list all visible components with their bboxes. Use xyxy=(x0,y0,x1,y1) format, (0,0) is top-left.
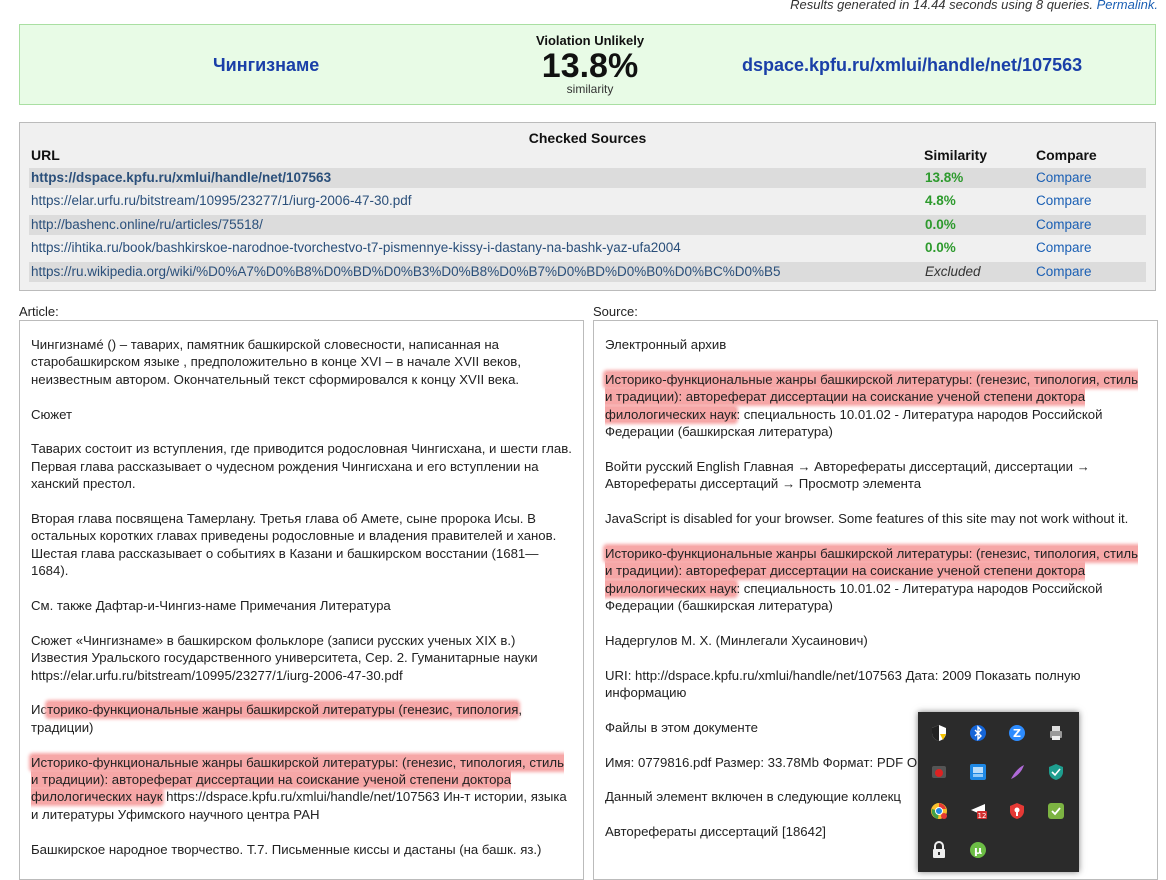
source-paragraph: Имя: 0779816.pdf Размер: 33.78Mb Формат: PDF О xyxy=(605,754,918,770)
article-paragraph: Таварих состоит из вступления, где приводится родословная Чингисхана, и шести глав. Первая глава рассказывает о чудесном рождения Чингисхана и его вступлении на ханский престол. xyxy=(31,441,572,492)
similarity-column-header: Similarity xyxy=(924,147,988,163)
article-paragraph xyxy=(31,701,572,736)
flag-icon[interactable] xyxy=(969,802,987,820)
article-paragraph: Башкирское народное творчество. Т.7. Письменные киссы и дастаны (на башк. яз.) xyxy=(31,841,542,857)
source-paragraph: JavaScript is disabled for your browser. Some features of this site may not work without it. xyxy=(605,511,1129,527)
source-row[interactable] xyxy=(29,215,1146,235)
source-paragraph: Войти русский English Главная → Авторефераты диссертаций, диссертации → Авторефераты диссертаций → Просмотр элемента xyxy=(605,458,1090,492)
compare-column-header: Compare xyxy=(1036,147,1097,163)
system-tray-overflow xyxy=(918,712,1079,872)
feather-icon[interactable] xyxy=(1008,763,1026,781)
security-shield-icon[interactable] xyxy=(930,724,948,742)
source-row[interactable] xyxy=(29,262,1146,282)
article-label: Article: xyxy=(19,304,59,319)
printer-icon[interactable] xyxy=(1047,724,1065,742)
network-icon[interactable] xyxy=(969,763,987,781)
article-pane[interactable] xyxy=(19,320,584,880)
compare-link[interactable]: Compare xyxy=(1036,264,1092,279)
results-text: Results generated in 14.44 seconds using 8 queries. xyxy=(790,0,1093,12)
article-title-link[interactable]: Чингизнаме xyxy=(213,55,320,75)
source-label: Source: xyxy=(593,304,638,319)
compare-link[interactable]: Compare xyxy=(1036,170,1092,185)
notification-badge: 12 xyxy=(977,812,987,820)
source-paragraph: URI: http://dspace.kpfu.ru/xmlui/handle/net/107563 Дата: 2009 Показать полную информацию xyxy=(605,667,1081,701)
lock-icon[interactable] xyxy=(930,841,948,859)
chrome-icon[interactable] xyxy=(930,802,948,820)
zoom-icon[interactable] xyxy=(1008,724,1026,742)
plain-text: https://dspace.kpfu.ru/xmlui/handle/net/107563 Ин-т истории, языка и литературы Уфимского научного центра РАН xyxy=(31,789,567,822)
article-paragraph: Чингизнамé () – таварих, памятник башкирской словесности, написанная на старобашкирском языке , предположительно в конце XVI – в начале XVII веков, неизвестным автором. Окончательный текст сформировался к концу XVII века. xyxy=(31,337,521,387)
summary-box xyxy=(19,24,1156,105)
defender-icon[interactable] xyxy=(1047,763,1065,781)
compare-link[interactable]: Compare xyxy=(1036,240,1092,255)
source-url-link[interactable]: dspace.kpfu.ru/xmlui/handle/net/107563 xyxy=(742,55,1083,75)
source-paragraph: Электронный архив xyxy=(605,337,727,352)
source-row[interactable] xyxy=(29,191,1146,211)
similarity-percentage: 13.8% xyxy=(541,47,639,85)
article-paragraph: Сюжет «Чингизнаме» в башкирском фольклоре (записи русских ученых XIX в.) Известия Уральского государственного университета, Сер. 2. Гуманитарные науки https://elar.urfu.ru/bitstream/10995/23277/1/iurg-2006-47-30.pdf xyxy=(31,632,538,683)
similarity-label: similarity xyxy=(566,82,614,96)
matched-text-highlight: Историко-функциональные жанры башкирской литературы: (генезис, типология, стиль и традиции): автореферат диссертации на соискание ученой степени доктора филологических наук xyxy=(31,754,564,805)
verdict-text: Violation Unlikely xyxy=(535,33,645,48)
source-url[interactable]: https://ru.wikipedia.org/wiki/%D0%A7%D0%B8%D0%BD%D0%B3%D0%B8%D0%B7%D0%BD%D0%B0%D0%BC%D0%B5 xyxy=(31,264,781,279)
plain-text: : специальность 10.01.02 - Литература народов Российской Федерации (башкирская литература) xyxy=(605,406,1103,440)
torrent-icon[interactable] xyxy=(969,841,987,859)
permalink-link[interactable]: Permalink. xyxy=(1096,0,1158,12)
antivirus-icon[interactable] xyxy=(1008,802,1026,820)
checked-sources-panel xyxy=(19,122,1156,291)
article-paragraph: Сюжет xyxy=(31,406,73,422)
source-paragraph: Авторефераты диссертаций [18642] xyxy=(605,824,826,840)
results-info xyxy=(790,0,1158,12)
plain-text: , традиции) xyxy=(31,702,523,735)
svg-text:µ: µ xyxy=(973,844,983,857)
source-similarity-excluded: Excluded xyxy=(925,264,981,279)
compare-link[interactable]: Compare xyxy=(1036,217,1092,232)
compare-link[interactable]: Compare xyxy=(1036,193,1092,208)
source-similarity: 0.0% xyxy=(925,240,956,255)
source-paragraph: Данный элемент включен в следующие коллекц xyxy=(605,789,901,805)
source-paragraph xyxy=(605,545,1146,615)
plain-text: Ис xyxy=(31,702,48,718)
similarity-summary xyxy=(490,33,690,96)
source-similarity: 13.8% xyxy=(925,170,964,185)
source-row[interactable] xyxy=(29,168,1146,188)
source-similarity: 0.0% xyxy=(925,217,956,232)
source-paragraph xyxy=(605,371,1146,441)
source-paragraph: Файлы в этом документе xyxy=(605,719,758,735)
plain-text: : специальность 10.01.02 - Литература народов Российской Федерации (башкирская литература) xyxy=(605,580,1103,614)
record-icon[interactable] xyxy=(930,763,948,781)
checked-sources-title: Checked Sources xyxy=(528,130,647,146)
bluetooth-icon[interactable] xyxy=(969,724,987,742)
matched-text-highlight: Историко-функциональные жанры башкирской литературы: (генезис, типология, стиль и традиции): автореферат диссертации на соискание ученой степени доктора филологических наук xyxy=(605,545,1138,596)
article-paragraph: См. также Дафтар-и-Чингиз-наме Примечания Литература xyxy=(31,598,391,614)
source-similarity: 4.8% xyxy=(925,193,956,208)
source-paragraph: Надергулов М. Х. (Минлегали Хусаинович) xyxy=(605,632,868,648)
source-url[interactable]: https://dspace.kpfu.ru/xmlui/handle/net/107563 xyxy=(31,170,332,185)
source-url[interactable]: https://ihtika.ru/book/bashkirskoe-narodnoe-tvorchestvo-t7-pismennye-kissy-i-dastany-na-bashk-yaz-ufa2004 xyxy=(31,240,681,255)
svg-text:Z: Z xyxy=(1013,727,1021,740)
article-paragraph xyxy=(31,754,572,824)
source-url[interactable]: http://bashenc.online/ru/articles/75518/ xyxy=(31,217,263,232)
source-row[interactable] xyxy=(29,238,1146,258)
article-paragraph: Вторая глава посвящена Тамерлану. Третья глава об Амете, сыне пророка Исы. В остальных коротких главах приведены родословные и владения правителей и ханов. Шестая глава рассказывает о событиях в Казани и башкирском восстании (1681—1684). xyxy=(31,511,557,579)
check-shield-icon[interactable] xyxy=(1047,802,1065,820)
source-url[interactable]: https://elar.urfu.ru/bitstream/10995/23277/1/iurg-2006-47-30.pdf xyxy=(31,193,412,208)
matched-text-highlight: торико-функциональные жанры башкирской литературы (генезис, типология xyxy=(47,702,519,718)
url-column-header: URL xyxy=(31,147,60,163)
matched-text-highlight: Историко-функциональные жанры башкирской литературы: (генезис, типология, стиль и традиции): автореферат диссертации на соискание ученой степени доктора филологических наук xyxy=(605,371,1138,422)
